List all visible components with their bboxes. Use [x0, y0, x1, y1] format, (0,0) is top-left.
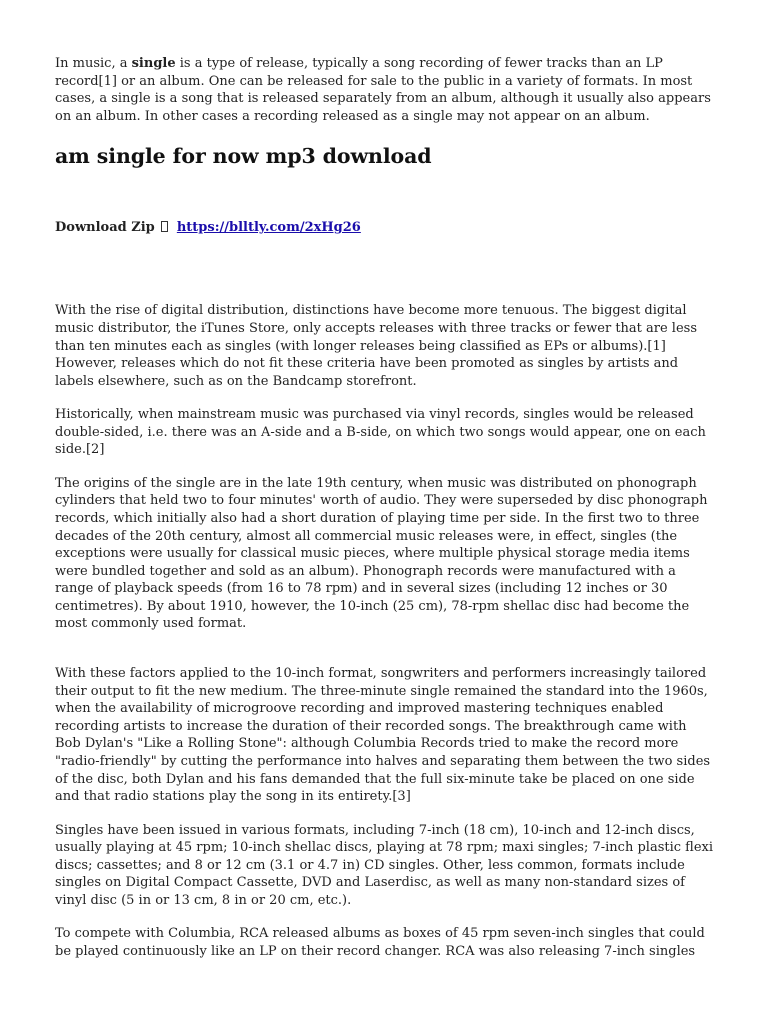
body-paragraph-6: To compete with Columbia, RCA released albums as boxes of 45 rpm seven-inch singles that could be played continuously like an LP on their record changer. RCA was also releasing 7-inch singles	[55, 926, 705, 959]
body-paragraph-2: Historically, when mainstream music was purchased via vinyl records, singles would be released double-sided, i.e. there was an A-side and a B-side, on which two songs would appear, one on each side.[2]	[55, 407, 706, 458]
unknown-glyph-icon	[161, 221, 168, 232]
body-paragraph-1: With the rise of digital distribution, distinctions have become more tenuous. The biggest digital music distributor, the iTunes Store, only accepts releases with three tracks or fewer that are less than ten minutes each as singles (with longer releases being classified as EPs or albums).[1] However, releases which do not fit these criteria have been promoted as singles by artists and labels elsewhere, such as on the Bandcamp storefront.	[55, 303, 698, 389]
intro-bold-term: single	[131, 56, 176, 71]
download-link[interactable]: https://blltly.com/2xHg26	[176, 220, 361, 236]
download-line	[55, 219, 715, 236]
page-title: am single for now mp3 download	[55, 144, 432, 169]
body-paragraph-3: The origins of the single are in the late 19th century, when music was distributed on phonograph cylinders that held two to four minutes' worth of audio. They were superseded by disc phonograph records, which initially also had a short duration of playing time per side. In the first two to three decades of the 20th century, almost all commercial music releases were, in effect, singles (the exceptions were usually for classical music pieces, where multiple physical storage media items were bundled together and sold as an album). Phonograph records were manufactured with a range of playback speeds (from 16 to 78 rpm) and in several sizes (including 12 inches or 30 centimetres). By about 1910, however, the 10-inch (25 cm), 78-rpm shellac disc had become the most commonly used format.	[55, 475, 708, 632]
intro-text-start: In music, a	[55, 56, 132, 71]
download-label: Download Zip	[55, 220, 155, 236]
body-paragraph-4: With these factors applied to the 10-inch format, songwriters and performers increasingly tailored their output to fit the new medium. The three-minute single remained the standard into the 1960s, when the availability of microgroove recording and improved mastering techniques enabled recording artists to increase the duration of their recorded songs. The breakthrough came with Bob Dylan's "Like a Rolling Stone": although Columbia Records tried to make the record more "radio-friendly" by cutting the performance into halves and separating them between the two sides of the disc, both Dylan and his fans demanded that the full six-minute take be placed on one side and that radio stations play the song in its entirety.[3]	[55, 666, 711, 805]
intro-text-rest: is a type of release, typically a song recording of fewer tracks than an LP record[1] or an album. One can be released for sale to the public in a variety of formats. In most cases, a single is a song that is released separately from an album, although it usually also appears on an album. In other cases a recording released as a single may not appear on an album.	[55, 56, 711, 124]
intro-paragraph	[55, 55, 715, 125]
body-paragraph-5: Singles have been issued in various formats, including 7-inch (18 cm), 10-inch and 12-inch discs, usually playing at 45 rpm; 10-inch shellac discs, playing at 78 rpm; maxi singles; 7-inch plastic flexi discs; cassettes; and 8 or 12 cm (3.1 or 4.7 in) CD singles. Other, less common, formats include singles on Digital Compact Cassette, DVD and Laserdisc, as well as many non-standard sizes of vinyl disc (5 in or 13 cm, 8 in or 20 cm, etc.).	[55, 822, 714, 908]
